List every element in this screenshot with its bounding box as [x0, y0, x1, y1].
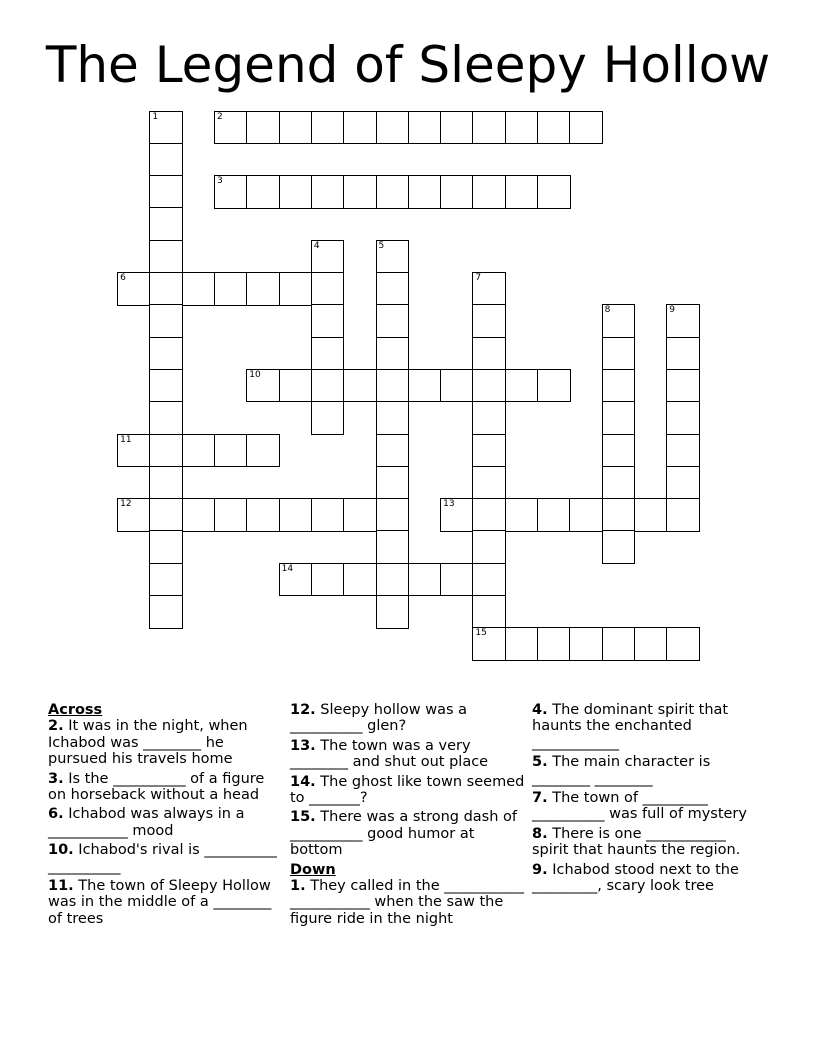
- grid-cell[interactable]: [472, 595, 506, 629]
- grid-cell[interactable]: [214, 434, 248, 468]
- clue-number: 6: [120, 273, 126, 283]
- grid-cell[interactable]: [602, 304, 636, 338]
- clue-number-label: 11.: [48, 878, 74, 895]
- clue-number: 7: [475, 273, 482, 283]
- clue-text: They called in the ___________ ___________ when the saw the figure ride in the night: [290, 878, 525, 927]
- grid-cell[interactable]: [376, 401, 410, 435]
- clues-column-1: [48, 702, 280, 930]
- grid-cell[interactable]: [376, 434, 410, 468]
- clue-number-label: 15.: [290, 809, 316, 826]
- grid-cell[interactable]: [311, 498, 345, 532]
- grid-cell[interactable]: [666, 466, 700, 500]
- grid-cell[interactable]: [472, 304, 506, 338]
- grid-cell[interactable]: [408, 111, 442, 145]
- grid-cell[interactable]: [376, 369, 410, 403]
- grid-cell[interactable]: [634, 627, 668, 661]
- grid-cell[interactable]: [311, 175, 345, 209]
- grid-cell[interactable]: [537, 627, 571, 661]
- clue-number: 9: [669, 305, 675, 316]
- grid-cell[interactable]: [602, 498, 636, 532]
- clue-number: 4: [313, 240, 320, 251]
- clue-number-label: 5.: [532, 754, 548, 771]
- grid-cell[interactable]: [311, 272, 345, 306]
- grid-cell[interactable]: [602, 530, 636, 564]
- grid-cell[interactable]: [440, 498, 474, 532]
- grid-cell[interactable]: [149, 498, 183, 532]
- grid-cell[interactable]: [602, 434, 636, 468]
- grid-cell[interactable]: [376, 563, 410, 597]
- grid-cell[interactable]: [214, 498, 248, 532]
- grid-cell[interactable]: [376, 111, 410, 145]
- grid-cell[interactable]: [537, 175, 571, 209]
- clue-number-label: 8.: [532, 825, 548, 842]
- clue-item: [290, 774, 526, 807]
- grid-cell[interactable]: [149, 530, 183, 564]
- grid-cell[interactable]: [376, 240, 410, 274]
- down-clue-list-continued: [532, 702, 764, 894]
- grid-cell[interactable]: [246, 498, 280, 532]
- grid-cell[interactable]: [537, 369, 571, 403]
- clue-text: It was in the night, when Ichabod was ________ he pursued his travels home: [48, 718, 248, 768]
- clue-text: The town of Sleepy Hollow was in the middle of a ________ of trees: [48, 878, 272, 927]
- down-clue-list: [290, 878, 526, 927]
- grid-cell[interactable]: [343, 175, 377, 209]
- clue-number: 13: [443, 499, 455, 510]
- grid-cell[interactable]: [311, 563, 345, 597]
- grid-cell[interactable]: [214, 272, 248, 306]
- grid-cell[interactable]: [149, 563, 183, 597]
- clue-number: 14: [281, 563, 294, 574]
- clues-column-2: [290, 702, 526, 930]
- down-heading: Down: [290, 861, 336, 878]
- grid-cell[interactable]: [279, 369, 313, 403]
- grid-cell[interactable]: [149, 143, 183, 177]
- across-clue-list: [48, 718, 280, 927]
- grid-cell[interactable]: [666, 401, 700, 435]
- clue-number-label: 3.: [48, 770, 64, 787]
- clue-item: [532, 826, 764, 859]
- grid-cell[interactable]: [472, 401, 506, 435]
- clue-item: [48, 718, 280, 767]
- grid-cell[interactable]: [666, 304, 700, 338]
- grid-cell[interactable]: [666, 369, 700, 403]
- page-title: The Legend of Sleepy Hollow: [45, 36, 771, 94]
- grid-cell[interactable]: [343, 111, 377, 145]
- grid-cell[interactable]: [279, 563, 313, 597]
- clue-number: 11: [120, 434, 132, 445]
- clue-number-label: 7.: [532, 790, 548, 807]
- grid-cell[interactable]: [311, 111, 345, 145]
- clue-item: [532, 790, 764, 823]
- grid-cell[interactable]: [246, 369, 280, 403]
- clue-text: The town was a very ________ and shut out place: [290, 737, 489, 771]
- clue-item: [290, 878, 526, 927]
- grid-cell[interactable]: [376, 530, 410, 564]
- grid-cell[interactable]: [376, 498, 410, 532]
- grid-cell[interactable]: [149, 337, 183, 371]
- clue-number-label: 6.: [48, 806, 64, 823]
- grid-cell[interactable]: [376, 337, 410, 371]
- grid-cell[interactable]: [311, 337, 345, 371]
- clue-item: [290, 702, 526, 735]
- grid-cell[interactable]: [472, 175, 506, 209]
- grid-cell[interactable]: [149, 272, 183, 306]
- clue-number-label: 1.: [290, 878, 306, 895]
- clue-text: Is the __________ of a figure on horseback without a head: [48, 770, 265, 804]
- grid-cell[interactable]: [472, 627, 506, 661]
- grid-cell[interactable]: [505, 627, 539, 661]
- grid-cell[interactable]: [376, 595, 410, 629]
- grid-cell[interactable]: [472, 563, 506, 597]
- grid-cell[interactable]: [214, 111, 248, 145]
- grid-cell[interactable]: [376, 466, 410, 500]
- grid-cell[interactable]: [602, 627, 636, 661]
- clue-number: 1: [152, 111, 159, 122]
- grid-cell[interactable]: [472, 466, 506, 500]
- grid-cell[interactable]: [149, 434, 183, 468]
- grid-cell[interactable]: [505, 175, 539, 209]
- clue-item: [48, 806, 280, 839]
- grid-cell[interactable]: [311, 401, 345, 435]
- clue-text: Ichabod was always in a ___________ mood: [48, 806, 245, 839]
- grid-cell[interactable]: [472, 272, 506, 306]
- clue-item: [532, 702, 764, 751]
- grid-cell[interactable]: [537, 111, 571, 145]
- grid-cell[interactable]: [182, 498, 216, 532]
- grid-cell[interactable]: [569, 627, 603, 661]
- grid-cell[interactable]: [182, 434, 216, 468]
- grid-cell[interactable]: [279, 498, 313, 532]
- grid-cell[interactable]: [472, 530, 506, 564]
- clue-number-label: 2.: [48, 718, 64, 735]
- clue-number: 8: [604, 305, 611, 316]
- grid-cell[interactable]: [376, 272, 410, 306]
- clue-number-label: 14.: [290, 773, 316, 790]
- clue-item: [532, 862, 764, 895]
- clue-number-label: 13.: [290, 737, 316, 754]
- grid-cell[interactable]: [149, 595, 183, 629]
- grid-cell[interactable]: [602, 369, 636, 403]
- grid-cell[interactable]: [408, 563, 442, 597]
- grid-cell[interactable]: [602, 337, 636, 371]
- grid-cell[interactable]: [149, 240, 183, 274]
- clue-item: [290, 738, 526, 771]
- grid-cell[interactable]: [408, 369, 442, 403]
- clue-text: The ghost like town seemed to _______?: [290, 773, 525, 807]
- grid-cell[interactable]: [602, 401, 636, 435]
- grid-cell[interactable]: [408, 175, 442, 209]
- grid-cell[interactable]: [376, 304, 410, 338]
- grid-cell[interactable]: [472, 369, 506, 403]
- grid-cell[interactable]: [569, 498, 603, 532]
- clue-number: 10: [249, 369, 261, 380]
- clue-text: The town of _________ __________ was full of mystery: [532, 790, 747, 823]
- clue-number-label: 9.: [532, 861, 548, 878]
- grid-cell[interactable]: [505, 498, 539, 532]
- grid-cell[interactable]: [505, 369, 539, 403]
- grid-cell[interactable]: [472, 111, 506, 145]
- grid-cell[interactable]: [666, 627, 700, 661]
- clue-number: 2: [217, 111, 223, 122]
- grid-cell[interactable]: [376, 175, 410, 209]
- grid-cell[interactable]: [666, 337, 700, 371]
- clue-number: 15: [475, 628, 487, 639]
- grid-cell[interactable]: [117, 272, 151, 306]
- clue-item: [48, 842, 280, 875]
- clue-text: Sleepy hollow was a __________ glen?: [290, 702, 468, 735]
- grid-cell[interactable]: [537, 498, 571, 532]
- grid-cell[interactable]: [149, 175, 183, 209]
- clue-text: Ichabod stood next to the _________, scary look tree: [532, 861, 739, 895]
- clue-number-label: 12.: [290, 702, 316, 718]
- grid-cell[interactable]: [472, 337, 506, 371]
- grid-cell[interactable]: [279, 175, 313, 209]
- grid-cell[interactable]: [279, 272, 313, 306]
- clue-text: There is one ___________ spirit that haunts the region.: [532, 825, 741, 859]
- grid-cell[interactable]: [666, 434, 700, 468]
- clue-number-label: 4.: [532, 702, 548, 718]
- across-clue-list-continued: [290, 702, 526, 859]
- grid-cell[interactable]: [246, 272, 280, 306]
- across-heading: Across: [48, 702, 103, 718]
- grid-cell[interactable]: [246, 434, 280, 468]
- grid-cell[interactable]: [472, 498, 506, 532]
- clue-number-label: 10.: [48, 842, 74, 859]
- grid-cell[interactable]: [149, 401, 183, 435]
- grid-cell[interactable]: [149, 369, 183, 403]
- grid-cell[interactable]: [602, 466, 636, 500]
- grid-cell[interactable]: [343, 369, 377, 403]
- grid-cell[interactable]: [149, 304, 183, 338]
- clues-column-3: [532, 702, 764, 897]
- grid-cell[interactable]: [472, 434, 506, 468]
- clue-item: [532, 754, 764, 787]
- grid-cell[interactable]: [440, 563, 474, 597]
- grid-cell[interactable]: [311, 240, 345, 274]
- grid-cell[interactable]: [182, 272, 216, 306]
- grid-cell[interactable]: [246, 111, 280, 145]
- grid-cell[interactable]: [279, 111, 313, 145]
- grid-cell[interactable]: [214, 175, 248, 209]
- grid-cell[interactable]: [149, 207, 183, 241]
- grid-cell[interactable]: [246, 175, 280, 209]
- clue-text: The dominant spirit that haunts the enchanted ____________: [532, 702, 729, 751]
- clue-item: [290, 809, 526, 858]
- grid-cell[interactable]: [569, 111, 603, 145]
- clue-text: There was a strong dash of __________ good humor at bottom: [290, 809, 518, 859]
- clue-number: 12: [120, 499, 132, 510]
- grid-cell[interactable]: [311, 304, 345, 338]
- clue-number: 5: [378, 240, 385, 251]
- grid-cell[interactable]: [634, 498, 668, 532]
- grid-cell[interactable]: [440, 111, 474, 145]
- clue-text: Ichabod's rival is __________ __________: [48, 842, 277, 875]
- grid-cell[interactable]: [149, 466, 183, 500]
- grid-cell[interactable]: [505, 111, 539, 145]
- grid-cell[interactable]: [440, 369, 474, 403]
- clue-number: 3: [217, 176, 223, 187]
- grid-cell[interactable]: [311, 369, 345, 403]
- clue-item: [48, 878, 280, 927]
- clue-text: The main character is ________ ________: [532, 754, 711, 787]
- grid-cell[interactable]: [343, 498, 377, 532]
- grid-cell[interactable]: [117, 498, 151, 532]
- grid-cell[interactable]: [343, 563, 377, 597]
- grid-cell[interactable]: [149, 111, 183, 145]
- grid-cell[interactable]: [117, 434, 151, 468]
- grid-cell[interactable]: [666, 498, 700, 532]
- grid-cell[interactable]: [440, 175, 474, 209]
- clue-item: [48, 771, 280, 804]
